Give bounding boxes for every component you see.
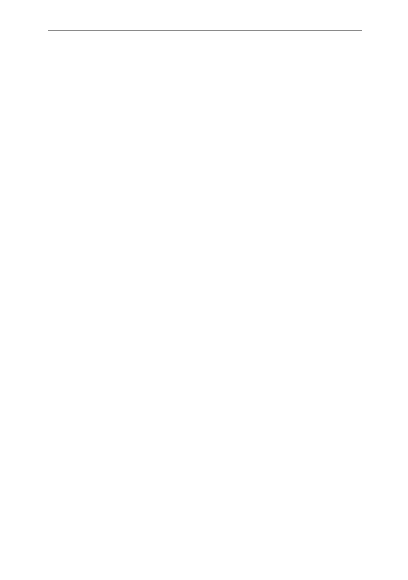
item-paragraph-3	[48, 122, 362, 136]
intro-paragraph	[48, 64, 362, 78]
document-body	[48, 44, 362, 528]
section-heading	[48, 44, 362, 60]
banner-divider	[48, 30, 362, 31]
promo-banner	[0, 14, 408, 26]
item-paragraph-2	[48, 103, 362, 117]
contact-footer	[0, 548, 408, 560]
item-paragraph-1	[48, 83, 362, 97]
